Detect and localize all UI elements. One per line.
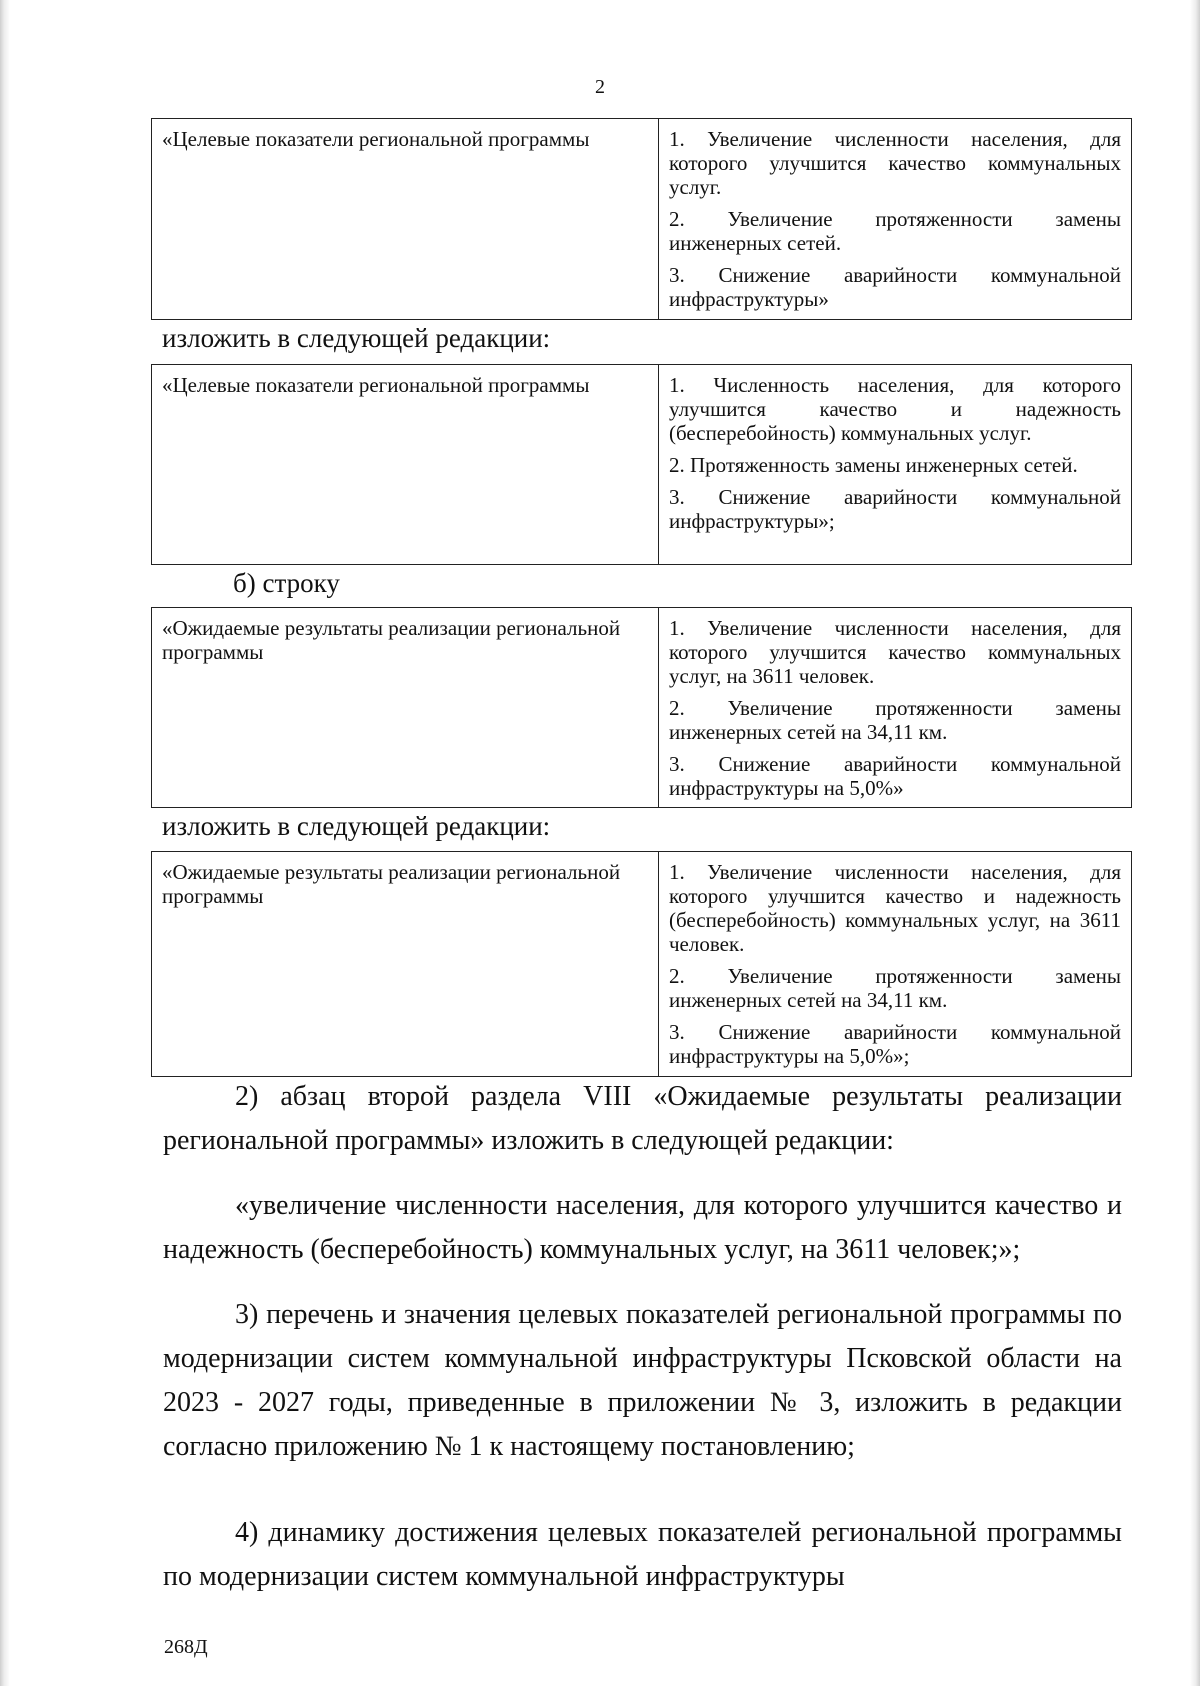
table-item: 2. Увеличение протяженности замены инженерных сетей на 34,11 км.	[669, 696, 1121, 744]
table-target-indicators-new	[151, 364, 1132, 565]
table-right-cell	[659, 119, 1132, 320]
table-item: 3. Снижение аварийности коммунальной инфраструктуры на 5,0%»;	[669, 1020, 1121, 1068]
table-item: 1. Увеличение численности населения, для которого улучшится качество и надежность (бесперебойность) коммунальных услуг, на 3611 человек.	[669, 860, 1121, 956]
table-item: 2. Увеличение протяженности замены инженерных сетей на 34,11 км.	[669, 964, 1121, 1012]
table-item: 3. Снижение аварийности коммунальной инфраструктуры»	[669, 263, 1121, 311]
table-item: 3. Снижение аварийности коммунальной инфраструктуры на 5,0%»	[669, 752, 1121, 800]
footer-code: 268Д	[164, 1636, 208, 1658]
page-number: 2	[595, 76, 605, 98]
table-target-indicators-old	[151, 118, 1132, 320]
paragraph-item-2: 2) абзац второй раздела VIII «Ожидаемые результаты реализации региональной программы» изложить в следующей редакции:	[163, 1081, 1122, 1156]
row-b-label: б) строку	[233, 568, 340, 598]
table-right-cell	[659, 852, 1132, 1077]
table-left-cell: «Ожидаемые результаты реализации региональной программы	[152, 852, 659, 1077]
table-item: 1. Увеличение численности населения, для которого улучшится качество коммунальных услуг, на 3611 человек.	[669, 616, 1121, 688]
table-item: 1. Увеличение численности населения, для которого улучшится качество коммунальных услуг.	[669, 127, 1121, 199]
scan-edge-right	[1190, 0, 1200, 1686]
table-expected-results-new	[151, 851, 1132, 1077]
table-left-cell: «Целевые показатели региональной программы	[152, 365, 659, 565]
table-expected-results-old	[151, 607, 1132, 808]
table-right-cell	[659, 365, 1132, 565]
edit-instruction-1: изложить в следующей редакции:	[162, 323, 551, 353]
table-item: 2. Протяженность замены инженерных сетей.	[669, 453, 1078, 477]
paragraph-item-3: 3) перечень и значения целевых показателей региональной программы по модернизации систем коммунальной инфраструктуры Псковской области на 2023 - 2027 годы, приведенные в приложении № 3, изложить в редакции согласно приложению № 1 к настоящему постановлению;	[163, 1299, 1122, 1462]
paragraph-quote: «увеличение численности населения, для которого улучшится качество и надежность (бесперебойность) коммунальных услуг, на 3611 человек;»;	[163, 1190, 1122, 1265]
table-left-cell: «Целевые показатели региональной программы	[152, 119, 659, 320]
table-item: 1. Численность населения, для которого улучшится качество и надежность (бесперебойность) коммунальных услуг.	[669, 373, 1121, 445]
paragraph-item-4: 4) динамику достижения целевых показателей региональной программы по модернизации систем коммунальной инфраструктуры	[163, 1517, 1122, 1592]
scan-edge-left	[0, 0, 10, 1686]
edit-instruction-2: изложить в следующей редакции:	[162, 811, 551, 841]
table-item: 2. Увеличение протяженности замены инженерных сетей.	[669, 207, 1121, 255]
table-left-cell: «Ожидаемые результаты реализации региональной программы	[152, 608, 659, 808]
table-right-cell	[659, 608, 1132, 808]
table-item: 3. Снижение аварийности коммунальной инфраструктуры»;	[669, 485, 1121, 533]
